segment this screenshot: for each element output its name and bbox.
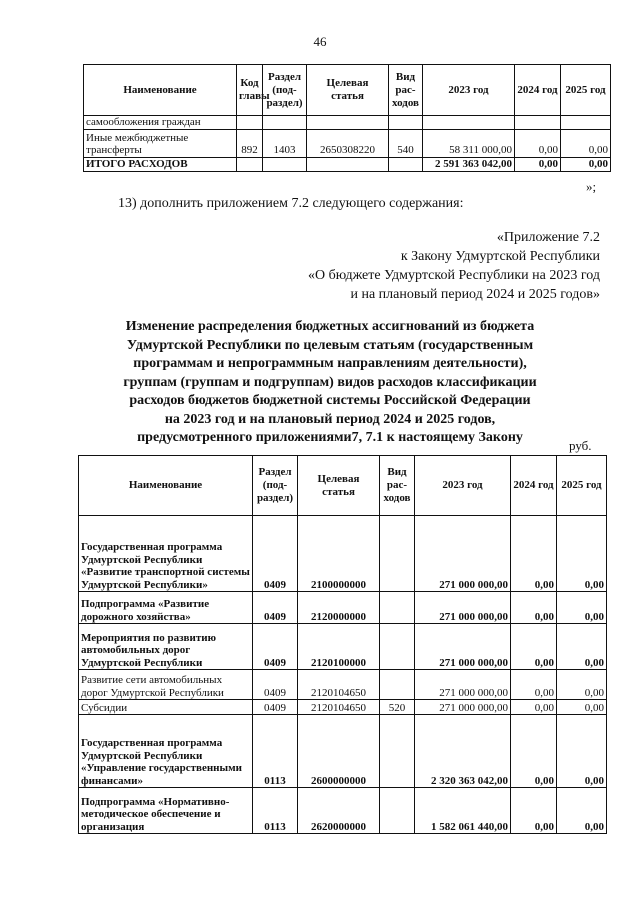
cell-name: Мероприятия по развитию автомобильных дорог Удмуртской Республики <box>79 624 253 670</box>
header-section: Раздел (под-раздел) <box>263 65 307 116</box>
appendix-line-4: и на плановый период 2024 и 2025 годов» <box>350 287 600 302</box>
cell-2023: 271 000 000,00 <box>415 592 511 624</box>
header-section: Раздел (под-раздел) <box>253 456 298 516</box>
cell-2025: 0,00 <box>557 788 607 834</box>
table-row <box>79 592 607 624</box>
cell-2023: 271 000 000,00 <box>415 624 511 670</box>
total-2025: 0,00 <box>561 157 611 171</box>
cell-2023 <box>423 116 515 130</box>
cell-type <box>380 670 415 700</box>
cell-type <box>380 516 415 592</box>
cell-section: 0409 <box>253 624 298 670</box>
table-row <box>84 129 611 157</box>
table-row <box>79 788 607 834</box>
appendix-line-3: «О бюджете Удмуртской Республики на 2023 год <box>307 268 600 283</box>
header-code: Код главы <box>237 65 263 116</box>
cell-section <box>263 157 307 171</box>
cell-section: 1403 <box>263 129 307 157</box>
header-name: Наименование <box>84 65 237 116</box>
cell-2023: 2 320 363 042,00 <box>415 715 511 788</box>
cell-2023: 58 311 000,00 <box>423 129 515 157</box>
cell-target <box>307 157 389 171</box>
cell-name: Субсидии <box>79 700 253 715</box>
cell-type <box>380 788 415 834</box>
distribution-table <box>78 455 607 834</box>
cell-section: 0409 <box>253 670 298 700</box>
header-2023: 2023 год <box>423 65 515 116</box>
header-2024: 2024 год <box>515 65 561 116</box>
cell-target: 2600000000 <box>298 715 380 788</box>
closing-quote: »; <box>586 179 597 194</box>
cell-2023: 271 000 000,00 <box>415 700 511 715</box>
cell-target: 2120104650 <box>298 670 380 700</box>
cell-2024: 0,00 <box>511 715 557 788</box>
cell-target <box>307 116 389 130</box>
cell-2023: 1 582 061 440,00 <box>415 788 511 834</box>
total-2023: 2 591 363 042,00 <box>423 157 515 171</box>
table-row <box>84 116 611 130</box>
cell-code <box>237 157 263 171</box>
heading-line: Изменение распределения бюджетных ассигнований из бюджета <box>125 319 535 334</box>
cell-name: Подпрограмма «Нормативно-методическое обеспечение и организация <box>79 788 253 834</box>
total-2024: 0,00 <box>515 157 561 171</box>
heading-line: предусмотренного приложениями7, 7.1 к настоящему Закону <box>137 430 523 445</box>
cell-2025: 0,00 <box>557 592 607 624</box>
cell-type <box>380 715 415 788</box>
header-2024: 2024 год <box>511 456 557 516</box>
table-header-row <box>79 456 607 516</box>
cell-2023: 271 000 000,00 <box>415 516 511 592</box>
cell-section: 0409 <box>253 592 298 624</box>
cell-name: Государственная программа Удмуртской Республики «Управление государственными финансами» <box>79 715 253 788</box>
cell-2025: 0,00 <box>557 670 607 700</box>
cell-2024 <box>515 116 561 130</box>
appendix-line-1: «Приложение 7.2 <box>496 230 600 245</box>
cell-section: 0409 <box>253 700 298 715</box>
cell-type: 520 <box>380 700 415 715</box>
cell-name: самообложения граждан <box>84 116 237 130</box>
cell-2024: 0,00 <box>511 516 557 592</box>
document-heading <box>70 318 590 448</box>
header-2023: 2023 год <box>415 456 511 516</box>
cell-target: 2120104650 <box>298 700 380 715</box>
cell-section: 0113 <box>253 715 298 788</box>
cell-2024: 0,00 <box>511 592 557 624</box>
header-type: Вид рас-ходов <box>380 456 415 516</box>
page-number: 46 <box>313 34 327 49</box>
cell-2024: 0,00 <box>511 624 557 670</box>
cell-type <box>389 157 423 171</box>
cell-name: Подпрограмма «Развитие дорожного хозяйства» <box>79 592 253 624</box>
cell-target: 2100000000 <box>298 516 380 592</box>
cell-name: Государственная программа Удмуртской Республики «Развитие транспортной системы Удмуртской Республики» <box>79 516 253 592</box>
header-2025: 2025 год <box>561 65 611 116</box>
cell-2024: 0,00 <box>511 700 557 715</box>
table-header-row <box>84 65 611 116</box>
header-2025: 2025 год <box>557 456 607 516</box>
heading-line: Удмуртской Республики по целевым статьям (государственным <box>126 337 534 353</box>
total-label: ИТОГО РАСХОДОВ <box>84 157 237 171</box>
heading-line: группам (группам и подгруппам) видов расходов классификации <box>123 374 537 390</box>
cell-name: Иные межбюджетные трансферты <box>84 129 237 157</box>
cell-2025: 0,00 <box>557 715 607 788</box>
cell-type <box>389 116 423 130</box>
cell-type <box>380 592 415 624</box>
table-row <box>79 624 607 670</box>
total-row <box>84 157 611 171</box>
cell-target: 2120000000 <box>298 592 380 624</box>
cell-target: 2620000000 <box>298 788 380 834</box>
cell-2025: 0,00 <box>557 700 607 715</box>
heading-line: программам и непрограммным направлениям деятельности), <box>133 356 527 371</box>
header-target: Целевая статья <box>307 65 389 116</box>
table-row <box>79 715 607 788</box>
cell-2025: 0,00 <box>557 516 607 592</box>
table-row <box>79 670 607 700</box>
cell-name: Развитие сети автомобильных дорог Удмуртской Республики <box>79 670 253 700</box>
currency-unit: руб. <box>569 438 592 453</box>
appendix-line-2: к Закону Удмуртской Республики <box>400 249 600 264</box>
cell-code: 892 <box>237 129 263 157</box>
cell-2024: 0,00 <box>511 670 557 700</box>
cell-2024: 0,00 <box>515 129 561 157</box>
header-target: Целевая статья <box>298 456 380 516</box>
cell-code <box>237 116 263 130</box>
heading-line: расходов бюджетов бюджетной системы Российской Федерации <box>129 393 531 408</box>
amendment-paragraph: 13) дополнить приложением 7.2 следующего содержания: <box>118 196 464 211</box>
cell-2023: 271 000 000,00 <box>415 670 511 700</box>
expenses-table-continued <box>83 64 611 172</box>
cell-section: 0409 <box>253 516 298 592</box>
heading-line: на 2023 год и на плановый период 2024 и 2025 годов, <box>164 411 496 427</box>
header-name: Наименование <box>79 456 253 516</box>
cell-type <box>380 624 415 670</box>
header-type: Вид рас-ходов <box>389 65 423 116</box>
table-row <box>79 700 607 715</box>
cell-target: 2120100000 <box>298 624 380 670</box>
cell-2025: 0,00 <box>557 624 607 670</box>
cell-2024: 0,00 <box>511 788 557 834</box>
table-row <box>79 516 607 592</box>
appendix-reference <box>308 228 600 304</box>
cell-type: 540 <box>389 129 423 157</box>
cell-target: 2650308220 <box>307 129 389 157</box>
cell-section <box>263 116 307 130</box>
cell-section: 0113 <box>253 788 298 834</box>
cell-2025 <box>561 116 611 130</box>
cell-2025: 0,00 <box>561 129 611 157</box>
